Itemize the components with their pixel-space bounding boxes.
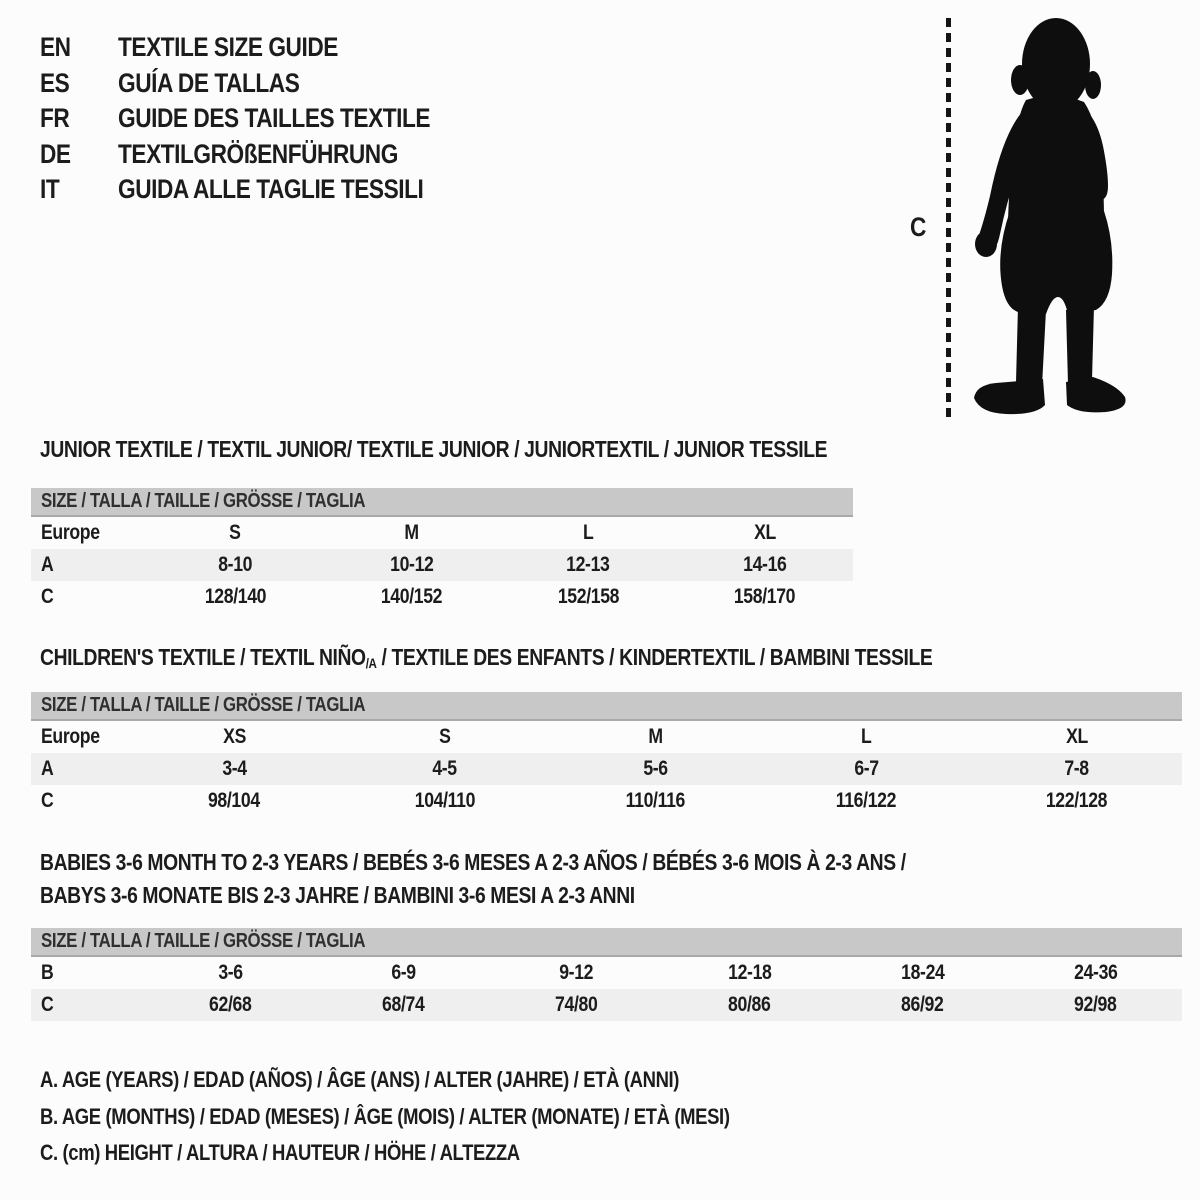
- language-code: DE: [40, 138, 71, 169]
- legend: [40, 1062, 861, 1172]
- table-cell: 152/158: [557, 585, 619, 608]
- table-cell: 98/104: [208, 789, 261, 812]
- table-cell: 8-10: [218, 553, 253, 576]
- language-row-de: [40, 137, 490, 173]
- row-label: A: [41, 757, 54, 780]
- language-row-it: [40, 172, 490, 208]
- language-code: IT: [40, 174, 60, 205]
- language-row-en: [40, 30, 490, 66]
- language-code: ES: [40, 67, 70, 98]
- table-cell: 5-6: [643, 757, 668, 780]
- row-label: B: [41, 961, 54, 984]
- table-cell: 158/170: [734, 585, 796, 608]
- table-cell: 3-4: [222, 757, 247, 780]
- table-cell: 6-7: [853, 757, 879, 780]
- legend-line-b: B. AGE (MONTHS) / EDAD (MESES) / ÂGE (MOIS) / ALTER (MONATE) / ETÀ (MESI): [40, 1103, 730, 1129]
- language-title: GUIDE DES TAILLES TEXTILE: [118, 103, 431, 134]
- language-code: FR: [40, 103, 70, 134]
- table-cell: 122/128: [1046, 789, 1108, 812]
- row-label: C: [41, 993, 54, 1016]
- babies-size-table: [31, 928, 1182, 1021]
- table-cell: 128/140: [204, 585, 266, 608]
- language-title-list: [40, 30, 490, 208]
- table-row-height: [31, 581, 853, 613]
- table-cell: 80/86: [728, 993, 771, 1016]
- table-cell: M: [404, 521, 419, 544]
- table-cell: XL: [1065, 725, 1088, 748]
- size-header-row: [31, 692, 1182, 721]
- table-row-europe: [31, 517, 853, 549]
- row-label: Europe: [41, 521, 100, 544]
- children-section-title: CHILDREN'S TEXTILE / TEXTIL NIÑO/A / TEXTILE DES ENFANTS / KINDERTEXTIL / BAMBINI TESSILE: [40, 644, 932, 674]
- figure-label-c: C: [910, 212, 926, 242]
- language-row-es: [40, 66, 490, 102]
- junior-size-table: [31, 488, 853, 613]
- table-cell: 74/80: [555, 993, 598, 1016]
- table-cell: 68/74: [382, 993, 425, 1016]
- babies-section-title: [40, 846, 1071, 912]
- row-label: C: [41, 585, 54, 608]
- language-title: TEXTILE SIZE GUIDE: [118, 32, 338, 63]
- table-cell: 116/122: [835, 789, 897, 812]
- language-title: GUIDA ALLE TAGLIE TESSILI: [118, 174, 424, 205]
- row-label: C: [41, 789, 54, 812]
- babies-title-line2: BABYS 3-6 MONATE BIS 2-3 JAHRE / BAMBINI 3-6 MESI A 2-3 ANNI: [40, 882, 635, 908]
- table-cell: 18-24: [900, 961, 945, 984]
- table-row-age: [31, 549, 853, 581]
- table-cell: 110/116: [625, 789, 686, 812]
- table-cell: 7-8: [1064, 757, 1089, 780]
- table-cell: L: [860, 725, 872, 748]
- toddler-silhouette-image: [966, 16, 1140, 418]
- table-cell: 140/152: [381, 585, 443, 608]
- table-cell: 3-6: [218, 961, 243, 984]
- size-header-label: SIZE / TALLA / TAILLE / GRÖSSE / TAGLIA: [41, 490, 366, 512]
- row-label: A: [41, 553, 54, 576]
- height-measure-dashed-line: [946, 18, 951, 417]
- table-cell: XS: [222, 725, 246, 748]
- table-cell: 9-12: [559, 961, 594, 984]
- size-header-label: SIZE / TALLA / TAILLE / GRÖSSE / TAGLIA: [41, 930, 366, 952]
- language-title: TEXTILGRÖßENFÜHRUNG: [118, 138, 398, 169]
- table-cell: 92/98: [1074, 993, 1117, 1016]
- table-cell: 62/68: [209, 993, 252, 1016]
- table-row-height: [31, 989, 1182, 1021]
- row-label: Europe: [41, 725, 100, 748]
- table-cell: M: [648, 725, 663, 748]
- junior-section-title: JUNIOR TEXTILE / TEXTIL JUNIOR/ TEXTILE JUNIOR / JUNIORTEXTIL / JUNIOR TESSILE: [40, 436, 828, 462]
- table-row-age: [31, 753, 1182, 785]
- table-cell: 14-16: [743, 553, 787, 576]
- size-header-row: [31, 928, 1182, 957]
- table-cell: 24-36: [1073, 961, 1118, 984]
- size-header-label: SIZE / TALLA / TAILLE / GRÖSSE / TAGLIA: [41, 694, 366, 716]
- table-cell: S: [229, 521, 241, 544]
- table-cell: XL: [753, 521, 776, 544]
- legend-line-c: C. (cm) HEIGHT / ALTURA / HAUTEUR / HÖHE / ALTEZZA: [40, 1140, 520, 1166]
- table-row-height: [31, 785, 1182, 817]
- table-cell: 12-13: [566, 553, 610, 576]
- babies-title-line1: BABIES 3-6 MONTH TO 2-3 YEARS / BEBÉS 3-6 MESES A 2-3 AÑOS / BÉBÉS 3-6 MOIS À 2-3 ANS /: [40, 849, 906, 875]
- children-size-table: [31, 692, 1182, 817]
- table-cell: 104/110: [414, 789, 476, 812]
- legend-line-a: A. AGE (YEARS) / EDAD (AÑOS) / ÂGE (ANS) / ALTER (JAHRE) / ETÀ (ANNI): [40, 1067, 680, 1093]
- table-cell: 86/92: [901, 993, 944, 1016]
- table-cell: 12-18: [727, 961, 772, 984]
- table-row-months: [31, 957, 1182, 989]
- size-header-row: [31, 488, 853, 517]
- table-cell: L: [583, 521, 594, 544]
- table-cell: 6-9: [391, 961, 416, 984]
- language-title: GUÍA DE TALLAS: [118, 67, 300, 98]
- language-code: EN: [40, 32, 71, 63]
- nino-a-subscript: /A: [365, 656, 377, 672]
- language-row-fr: [40, 101, 490, 137]
- table-cell: S: [439, 725, 451, 748]
- table-row-europe: [31, 721, 1182, 753]
- table-cell: 4-5: [432, 757, 458, 780]
- table-cell: 10-12: [390, 553, 434, 576]
